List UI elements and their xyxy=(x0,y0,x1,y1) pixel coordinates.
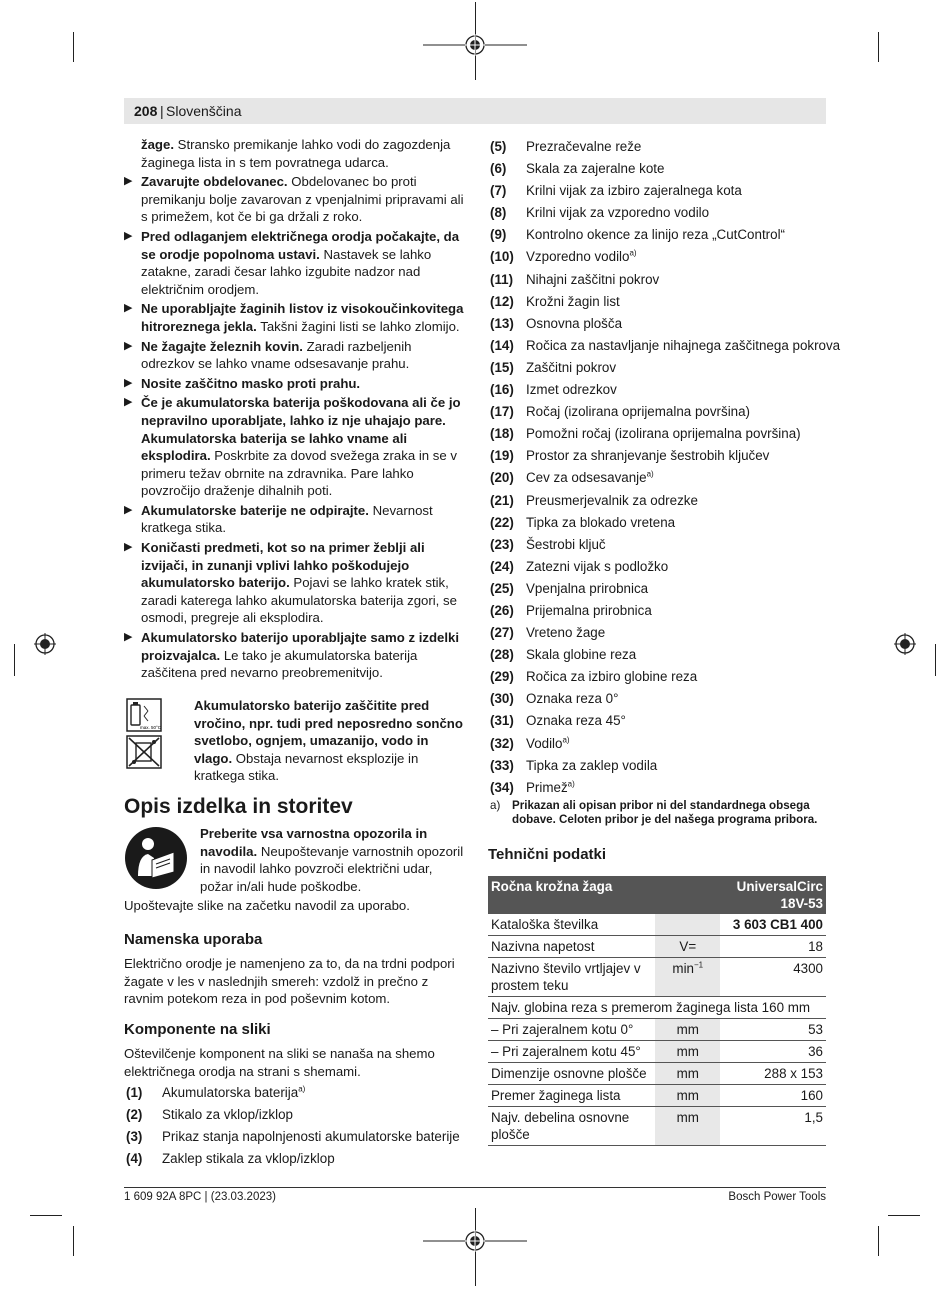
bullet-arrow-icon: ▶ xyxy=(124,631,133,644)
component-number: (19) xyxy=(490,448,514,464)
component-item xyxy=(126,1126,466,1148)
component-label: Cev za odsesavanje xyxy=(526,470,647,486)
component-number: (17) xyxy=(490,404,514,420)
component-item xyxy=(490,224,830,246)
row-unit xyxy=(655,1107,720,1146)
component-item xyxy=(490,180,830,202)
read-bold: Preberite vsa varnostna opozorila in navodila. xyxy=(200,826,428,859)
safety-bullet xyxy=(124,375,464,393)
heat-icon-label: max. 50°C xyxy=(140,725,162,730)
component-item xyxy=(490,357,830,379)
no-water-fire-icon xyxy=(126,735,162,769)
component-footnote-ref: a) xyxy=(298,1084,306,1094)
component-item xyxy=(490,401,830,423)
table-head-right: UniversalCirc 18V-53 xyxy=(720,876,826,914)
table-full-row: Najv. globina reza s premerom žaginega lista 160 mm xyxy=(488,997,826,1019)
component-number: (30) xyxy=(490,691,514,707)
component-item xyxy=(490,688,830,710)
row-label: Najv. debelina osnovne plošče xyxy=(488,1107,655,1146)
component-item xyxy=(490,534,830,556)
bullet-bold: Če je akumulatorska baterija poškodovana ali če jo nepravilno uporabljate, lahko iz nje uhajajo pare. Akumulatorska baterija se lahko vname ali eksplodira. xyxy=(141,395,461,464)
component-number: (3) xyxy=(126,1129,143,1145)
component-item xyxy=(490,313,830,335)
component-item xyxy=(490,578,830,600)
safety-bullet xyxy=(124,228,464,298)
component-label: Krožni žagin list xyxy=(526,293,620,309)
row-unit xyxy=(655,958,720,997)
unit-text: mm xyxy=(676,1022,699,1037)
battery-heat-icon xyxy=(126,698,162,732)
component-number: (6) xyxy=(490,161,507,177)
component-number: (14) xyxy=(490,337,514,353)
heat-warning-bold: Akumulatorsko baterijo zaščitite pred vročino, npr. tudi pred neposredno sončno svetlobo, ognjem, umazanijo, vodo in vlago. xyxy=(194,698,463,766)
component-item xyxy=(490,777,830,799)
table-row xyxy=(488,914,826,936)
components-text: Oštevilčenje komponent na sliki se nanaša na shemo električnega orodja na strani s shemami. xyxy=(124,1046,435,1079)
intro-paragraph xyxy=(124,136,464,171)
component-label: Zatezni vijak s podložko xyxy=(526,558,669,574)
component-item xyxy=(490,512,830,534)
unit-text: mm xyxy=(676,1110,699,1125)
table-row xyxy=(488,936,826,958)
row-unit xyxy=(655,936,720,958)
table-row xyxy=(488,1019,826,1041)
tech-data-table xyxy=(488,876,826,1146)
table-row xyxy=(488,1041,826,1063)
bullet-text: Poskrbite za dovod svežega zraka in se v primeru težav obrnite na zdravnika. Pare lahko povzročijo draženje dihalnih poti. xyxy=(141,448,457,499)
component-item xyxy=(490,556,830,578)
component-label: Tipka za zaklep vodila xyxy=(526,757,658,773)
safety-bullet xyxy=(124,300,464,335)
component-label: Vzporedno vodilo xyxy=(526,249,630,265)
bullet-bold: Nosite zaščitno masko proti prahu. xyxy=(141,375,361,391)
component-number: (23) xyxy=(490,536,514,552)
component-number: (7) xyxy=(490,183,507,199)
component-list-right xyxy=(490,136,841,799)
bullet-arrow-icon: ▶ xyxy=(124,396,133,409)
component-footnote-ref: a) xyxy=(562,735,570,745)
bullet-bold: Akumulatorsko baterijo uporabljajte samo z izdelki proizvajalca. xyxy=(141,630,460,663)
left-column xyxy=(124,136,464,684)
footnote-mark: a) xyxy=(490,799,501,812)
component-item xyxy=(490,379,830,401)
intro-bold: žage. xyxy=(141,137,174,152)
read-manual-icon xyxy=(124,826,188,890)
component-footnote-ref: a) xyxy=(567,779,575,789)
component-label: Izmet odrezkov xyxy=(526,382,617,398)
row-label: Nazivna napetost xyxy=(488,936,655,958)
component-item xyxy=(490,733,830,755)
component-number: (15) xyxy=(490,359,514,375)
bullet-text: Pojavi se lahko kratek stik, zaradi katerega lahko akumulatorska baterija zgori, se osmodi, pregreje ali eksplodira. xyxy=(141,575,457,626)
crop-mark xyxy=(30,1215,62,1216)
safety-bullet-list xyxy=(124,173,464,682)
unit-text: mm xyxy=(676,1066,699,1081)
row-value: 18 xyxy=(720,936,826,958)
component-label: Prostor za shranjevanje šestrobih ključev xyxy=(526,448,770,464)
section-title: Opis izdelka in storitev xyxy=(124,795,353,818)
component-number: (9) xyxy=(490,227,507,243)
table-header-row xyxy=(488,876,826,914)
component-label: Krilni vijak za vzporedno vodilo xyxy=(526,205,710,221)
component-label: Vodilo xyxy=(526,735,563,751)
component-label: Oznaka reza 0° xyxy=(526,691,619,707)
component-label: Primež xyxy=(526,779,568,795)
footnote xyxy=(490,799,826,827)
component-item xyxy=(490,666,830,688)
component-item xyxy=(490,291,830,313)
bullet-text: Takšni žagini listi se lahko zlomijo. xyxy=(256,318,460,334)
component-label: Nihajni zaščitni pokrov xyxy=(526,271,660,287)
crop-mark xyxy=(878,1226,879,1256)
component-label: Vreteno žage xyxy=(526,625,606,641)
bullet-arrow-icon: ▶ xyxy=(124,302,133,315)
component-label: Ročica za izbiro globine reza xyxy=(526,669,698,685)
component-label: Preusmerjevalnik za odrezke xyxy=(526,492,698,508)
safety-bullet xyxy=(124,629,464,682)
safety-bullet xyxy=(124,173,464,226)
component-number: (4) xyxy=(126,1151,143,1167)
component-item xyxy=(126,1104,466,1126)
component-label: Ročaj (izolirana oprijemalna površina) xyxy=(526,404,751,420)
unit-text: mm xyxy=(676,1088,699,1103)
component-number: (20) xyxy=(490,470,514,486)
component-item xyxy=(490,269,830,291)
row-unit xyxy=(655,1063,720,1085)
page-number: 208 xyxy=(134,103,158,119)
page-header xyxy=(124,98,826,124)
row-value: 53 xyxy=(720,1019,826,1041)
component-number: (29) xyxy=(490,669,514,685)
footnote-text: Prikazan ali opisan pribor ni del standardnega obsega dobave. Celoten pribor je del našega programa pribora. xyxy=(512,799,818,826)
component-label: Tipka za blokado vretena xyxy=(526,514,676,530)
component-label: Zaklep stikala za vklop/izklop xyxy=(162,1151,335,1167)
intended-use-text: Električno orodje je namenjeno za to, da na trdni podpori žagate v les v naslednjih smereh: vzdolž in prečno z ravnim potekom reza in pod poševnim kotom. xyxy=(124,956,455,1007)
component-label: Kontrolno okence za linijo reza „CutControl“ xyxy=(526,227,786,243)
component-label: Akumulatorska baterija xyxy=(162,1085,299,1100)
component-footnote-ref: a) xyxy=(629,249,637,258)
heat-warning xyxy=(124,697,464,785)
row-label: Nazivno število vrtljajev v prostem teku xyxy=(488,958,655,997)
tech-data-title: Tehnični podatki xyxy=(488,846,607,863)
component-item xyxy=(490,644,830,666)
registration-target-icon xyxy=(423,1228,527,1254)
component-number: (5) xyxy=(490,139,507,154)
component-number: (33) xyxy=(490,757,514,773)
component-item xyxy=(490,335,841,357)
crop-mark xyxy=(935,644,936,676)
crop-mark xyxy=(73,1226,74,1256)
component-item xyxy=(126,1082,466,1104)
bullet-bold: Ne žagajte železnih kovin. xyxy=(141,338,303,354)
bullet-arrow-icon: ▶ xyxy=(124,175,133,188)
bullet-bold: Zavarujte obdelovanec. xyxy=(141,174,288,190)
row-value: 288 x 153 xyxy=(720,1063,826,1085)
table-rows xyxy=(488,1019,826,1146)
bullet-text: Zaradi razbeljenih odrezkov se lahko vname odsesavanje prahu. xyxy=(141,338,412,372)
row-label: – Pri zajeralnem kotu 0° xyxy=(488,1019,655,1041)
component-item xyxy=(490,246,830,268)
component-number: (24) xyxy=(490,558,514,574)
component-number: (1) xyxy=(126,1085,143,1100)
component-item xyxy=(490,490,830,512)
read-note: Upoštevajte slike na začetku navodil za uporabo. xyxy=(124,898,410,913)
row-value: 3 603 CB1 400 xyxy=(720,914,826,936)
row-label: – Pri zajeralnem kotu 45° xyxy=(488,1041,655,1063)
read-instructions xyxy=(200,825,464,895)
table-row xyxy=(488,1063,826,1085)
unit-text: min xyxy=(672,961,694,976)
component-number: (22) xyxy=(490,514,514,530)
bullet-bold: Ne uporabljajte žaginih listov iz visokoučinkovitega hitroreznega jekla. xyxy=(141,301,464,334)
component-label: Osnovna plošča xyxy=(526,315,623,331)
component-label: Zaščitni pokrov xyxy=(526,359,617,375)
component-label: Šestrobi ključ xyxy=(526,536,606,552)
component-label: Oznaka reza 45° xyxy=(526,713,626,729)
component-item xyxy=(490,467,830,489)
registration-target-icon xyxy=(894,633,916,655)
table-head-left: Ročna krožna žaga xyxy=(488,876,720,914)
row-unit xyxy=(655,914,720,936)
crop-mark xyxy=(73,32,74,62)
component-number: (21) xyxy=(490,492,514,508)
header-divider: | xyxy=(160,103,164,119)
component-number: (12) xyxy=(490,293,514,309)
table-row xyxy=(488,997,826,1019)
row-value: 4300 xyxy=(720,958,826,997)
component-label: Skala globine reza xyxy=(526,647,637,663)
bullet-bold: Koničasti predmeti, kot so na primer žeblji ali izvijači, in zunanji vplivi lahko poškodujejo akumulatorsko baterijo. xyxy=(141,540,425,591)
component-number: (11) xyxy=(490,271,514,287)
footer-rule xyxy=(124,1187,826,1188)
component-label: Krilni vijak za izbiro zajeralnega kota xyxy=(526,183,742,199)
footer-right: Bosch Power Tools xyxy=(728,1191,826,1203)
component-number: (8) xyxy=(490,205,507,221)
component-label: Prikaz stanja napolnjenosti akumulatorske baterije xyxy=(162,1129,460,1145)
component-number: (16) xyxy=(490,382,514,398)
footer-left: 1 609 92A 8PC | (23.03.2023) xyxy=(124,1191,276,1203)
unit-superscript: −1 xyxy=(694,960,704,970)
component-number: (27) xyxy=(490,625,514,641)
table-row xyxy=(488,1085,826,1107)
registration-target-icon xyxy=(34,633,56,655)
component-number: (18) xyxy=(490,426,514,442)
component-item xyxy=(490,445,830,467)
component-item xyxy=(126,1148,466,1170)
row-unit xyxy=(655,1085,720,1107)
bullet-arrow-icon: ▶ xyxy=(124,376,133,389)
row-label: Premer žaginega lista xyxy=(488,1085,655,1107)
component-item xyxy=(490,710,830,732)
component-footnote-ref: a) xyxy=(646,469,654,479)
heat-warning-text: Obstaja nevarnost eksplozije in kratkega stika. xyxy=(194,750,419,784)
bullet-bold: Akumulatorske baterije ne odpirajte. xyxy=(141,502,369,518)
bullet-arrow-icon: ▶ xyxy=(124,503,133,516)
bullet-text: Nastavek se lahko zatakne, zaradi česar lahko izgubite nadzor nad električnim orodjem. xyxy=(141,246,432,297)
crop-mark xyxy=(888,1215,920,1216)
bullet-arrow-icon: ▶ xyxy=(124,541,133,554)
safety-bullet xyxy=(124,338,464,373)
intro-text: Stransko premikanje lahko vodi do zagozdenja žaginega lista in s tem povratnega udarca. xyxy=(141,137,451,170)
component-number: (2) xyxy=(126,1107,143,1123)
components-title: Komponente na sliki xyxy=(124,1021,271,1038)
component-number: (32) xyxy=(490,735,514,751)
row-unit xyxy=(655,1041,720,1063)
bullet-bold: Pred odlaganjem električnega orodja počakajte, da se orodje popolnoma ustavi. xyxy=(141,228,460,262)
header-language: Slovenščina xyxy=(166,103,242,119)
bullet-arrow-icon: ▶ xyxy=(124,229,133,242)
component-item xyxy=(490,136,830,158)
table-rows xyxy=(488,914,826,997)
component-item xyxy=(490,202,830,224)
crop-mark xyxy=(14,644,15,676)
row-unit xyxy=(655,1019,720,1041)
row-value: 36 xyxy=(720,1041,826,1063)
component-item xyxy=(490,423,830,445)
component-label: Prezračevalne reže xyxy=(526,139,642,154)
component-list-left xyxy=(126,1082,466,1170)
bullet-text: Nevarnost kratkega stika. xyxy=(141,502,433,536)
table-row xyxy=(488,958,826,997)
unit-text: V= xyxy=(679,939,697,954)
row-label: Dimenzije osnovne plošče xyxy=(488,1063,655,1085)
bullet-arrow-icon: ▶ xyxy=(124,339,133,352)
row-value: 1,5 xyxy=(720,1107,826,1146)
bullet-text: Le tako je akumulatorska baterija zaščitena pred nevarno preobremenitvijo. xyxy=(141,647,418,681)
read-text: Neupoštevanje varnostnih opozoril in navodil lahko povzroči električni udar, požar in/ali hude poškodbe. xyxy=(200,843,464,894)
intended-use-title: Namenska uporaba xyxy=(124,931,263,948)
component-number: (26) xyxy=(490,602,514,618)
component-label: Stikalo za vklop/izklop xyxy=(162,1107,293,1123)
component-number: (10) xyxy=(490,249,514,265)
registration-target-icon xyxy=(423,32,527,58)
safety-bullet xyxy=(124,394,464,500)
component-number: (28) xyxy=(490,647,514,663)
component-number: (31) xyxy=(490,713,514,729)
component-number: (25) xyxy=(490,580,514,596)
component-label: Skala za zajeralne kote xyxy=(526,161,665,177)
row-value: 160 xyxy=(720,1085,826,1107)
component-label: Vpenjalna prirobnica xyxy=(526,580,649,596)
safety-bullet xyxy=(124,539,464,627)
crop-mark xyxy=(878,32,879,62)
bullet-text: Obdelovanec bo proti premikanju bolje zavarovan z vpenjalnimi pripravami ali s primežem, kot če bi ga držali z roko. xyxy=(141,174,464,225)
component-item xyxy=(490,622,830,644)
component-label: Pomožni ročaj (izolirana oprijemalna površina) xyxy=(526,426,801,442)
component-number: (13) xyxy=(490,315,514,331)
safety-bullet xyxy=(124,502,464,537)
table-row xyxy=(488,1107,826,1146)
component-item xyxy=(490,600,830,622)
component-label: Ročica za nastavljanje nihajnega zaščitnega pokrova xyxy=(526,337,841,353)
component-number: (34) xyxy=(490,779,514,795)
component-item xyxy=(490,755,830,777)
row-label: Kataloška številka xyxy=(488,914,655,936)
unit-text: mm xyxy=(676,1044,699,1059)
component-label: Prijemalna prirobnica xyxy=(526,602,652,618)
component-item xyxy=(490,158,830,180)
